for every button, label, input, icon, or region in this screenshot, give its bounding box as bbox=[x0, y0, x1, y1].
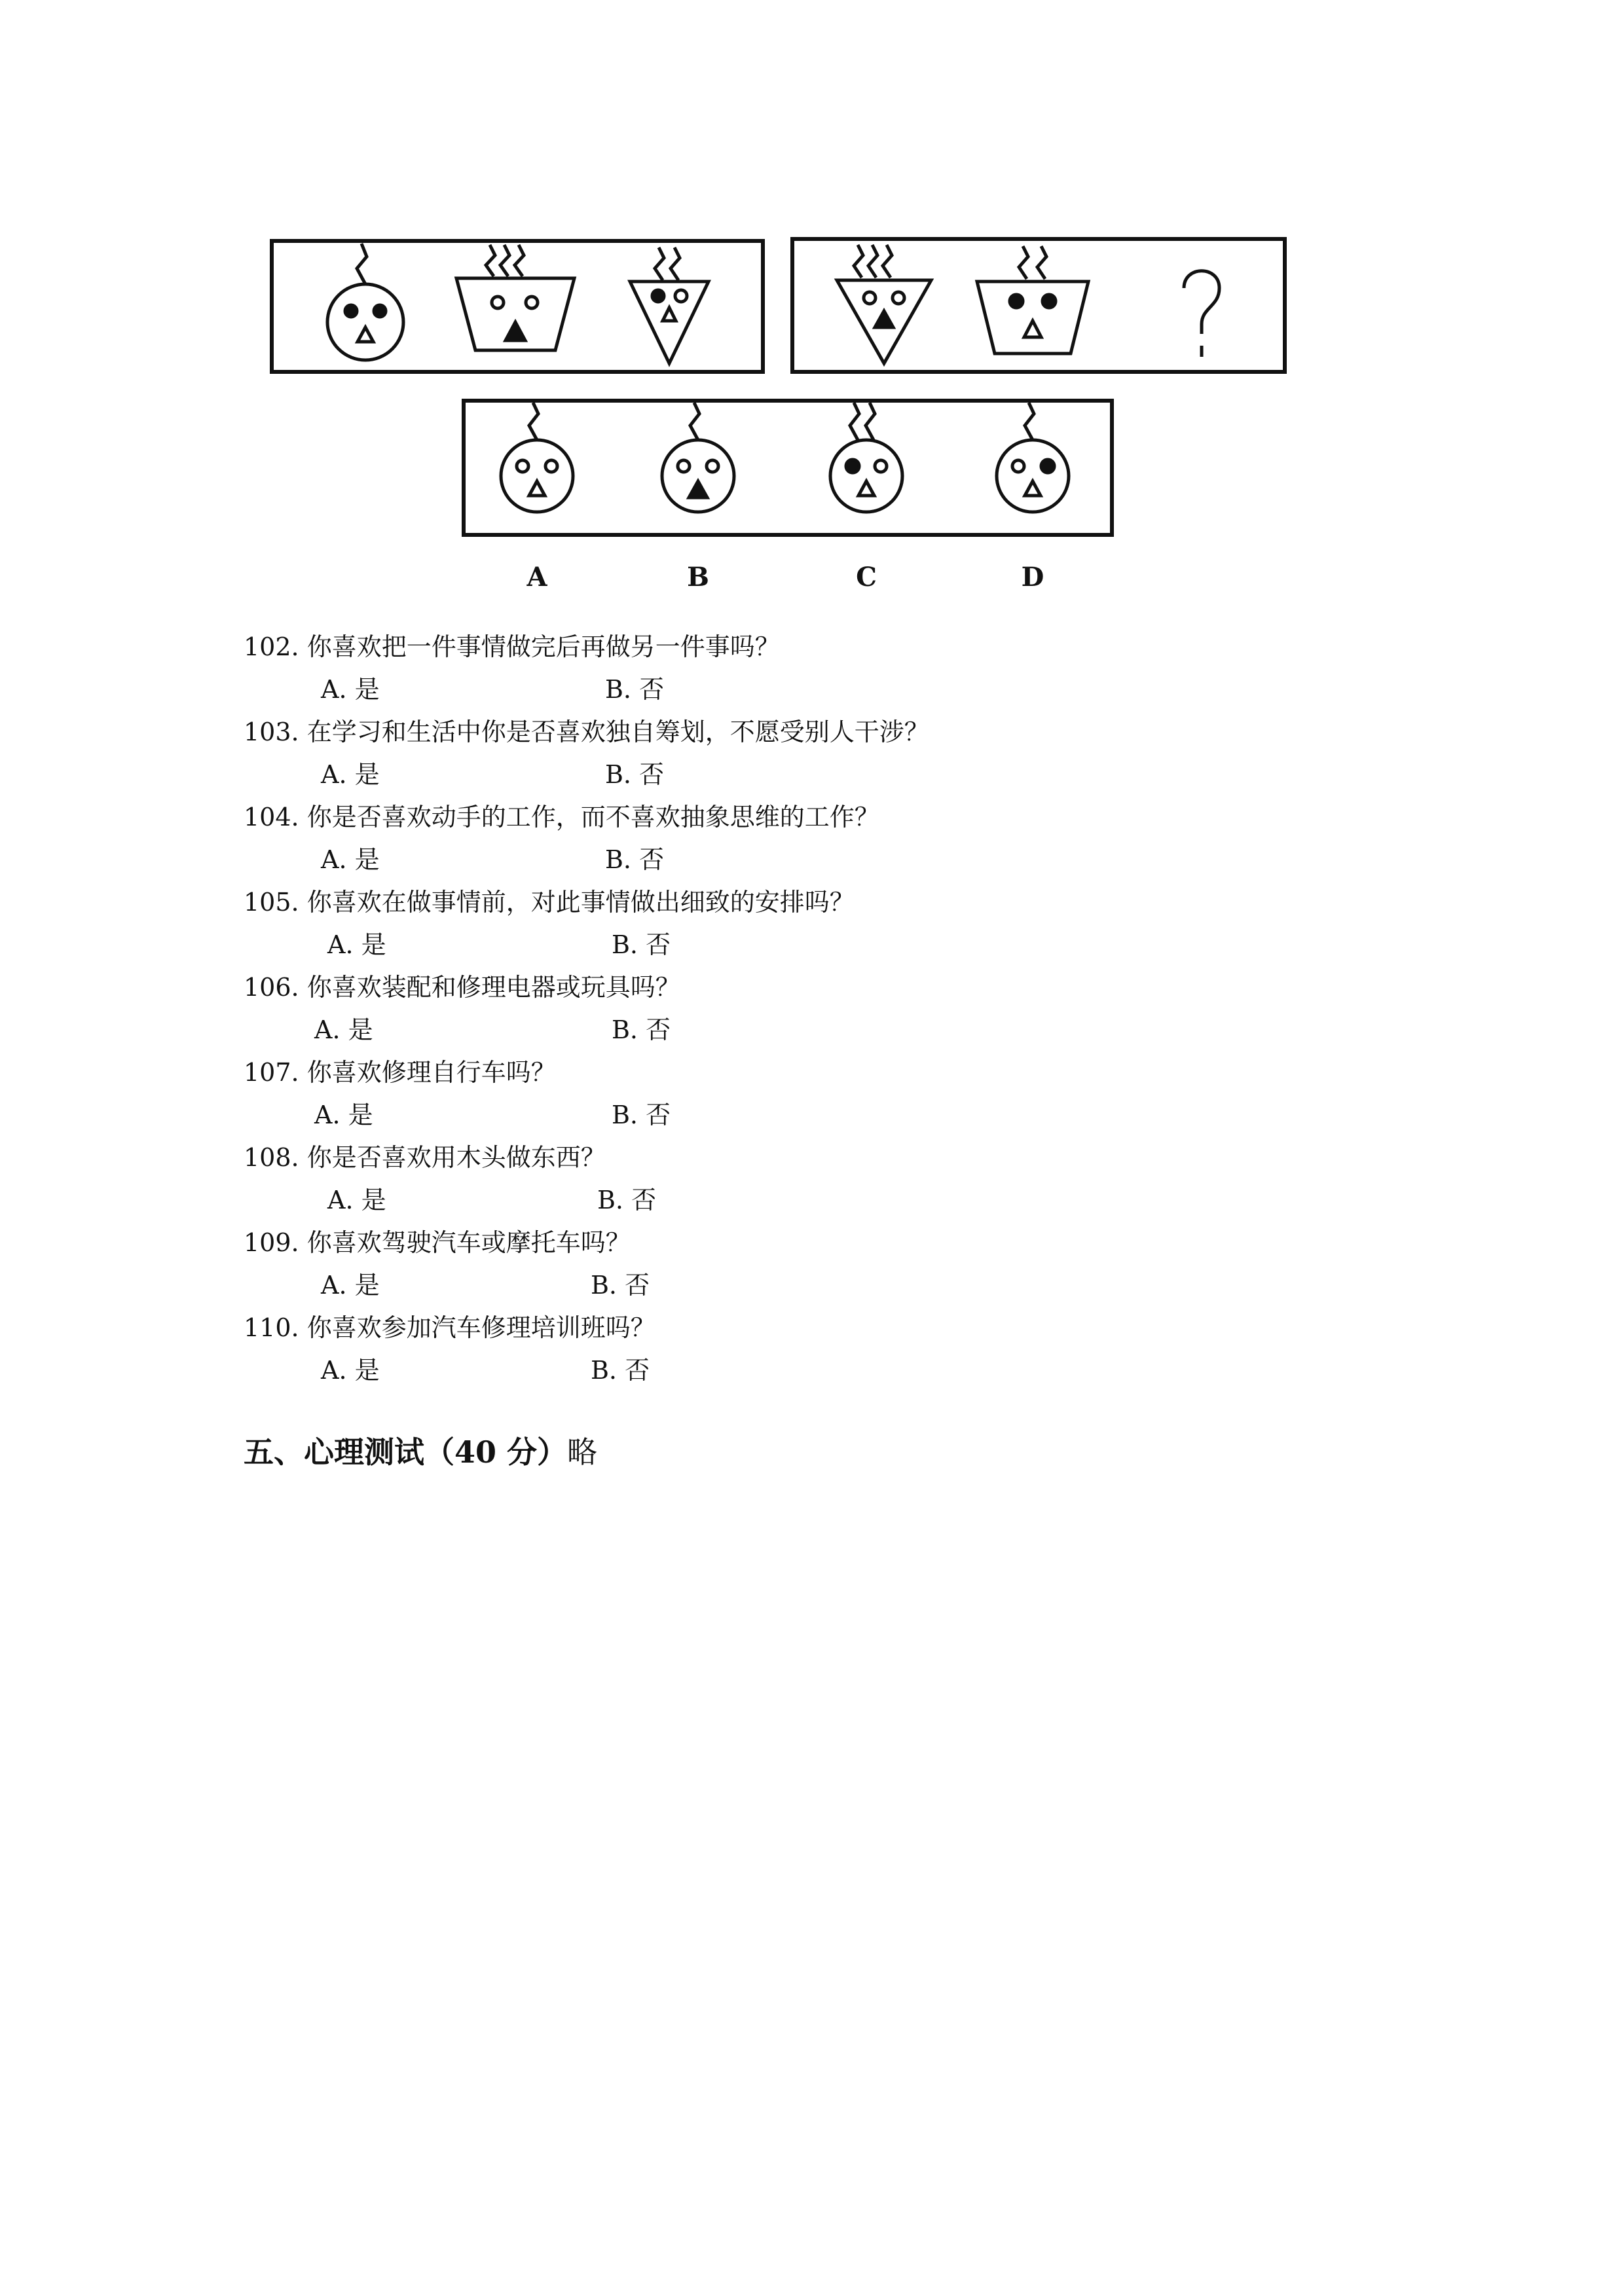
option-label-b: B bbox=[687, 562, 709, 592]
option-b: B. 否 bbox=[605, 675, 665, 704]
question-item bbox=[244, 1306, 1488, 1391]
question-item bbox=[244, 795, 1488, 881]
question-options bbox=[244, 1264, 1488, 1306]
option-label-c: C bbox=[856, 562, 877, 592]
option-a: A. 是 bbox=[327, 1186, 386, 1214]
puzzle-figure-svg bbox=[0, 0, 1624, 622]
option-b: B. 否 bbox=[605, 845, 665, 874]
question-options bbox=[244, 1094, 1488, 1136]
option-b: B. 否 bbox=[605, 760, 665, 789]
option-c-figure bbox=[830, 403, 902, 512]
option-b: B. 否 bbox=[612, 1015, 671, 1044]
question-options bbox=[244, 668, 1488, 710]
question-item bbox=[244, 1051, 1488, 1136]
question-options bbox=[244, 1009, 1488, 1051]
seq-figure-2 bbox=[456, 245, 574, 350]
question-item bbox=[244, 1221, 1488, 1306]
option-a: A. 是 bbox=[314, 1015, 373, 1044]
question-options bbox=[244, 924, 1488, 966]
section-heading bbox=[244, 1429, 597, 1472]
question-text: 108. 你是否喜欢用木头做东西？ bbox=[244, 1143, 606, 1172]
question-text: 110. 你喜欢参加汽车修理培训班吗？ bbox=[244, 1313, 655, 1342]
option-b: B. 否 bbox=[597, 1186, 657, 1214]
question-list bbox=[244, 625, 1488, 1391]
option-label-a: A bbox=[526, 562, 547, 592]
question-text: 109. 你喜欢驾驶汽车或摩托车吗？ bbox=[244, 1228, 631, 1257]
option-b: B. 否 bbox=[612, 1101, 671, 1129]
seq-figure-4 bbox=[837, 245, 931, 363]
seq-figure-5 bbox=[977, 246, 1088, 354]
question-options bbox=[244, 839, 1488, 881]
option-a-figure bbox=[501, 403, 573, 512]
question-item bbox=[244, 966, 1488, 1051]
option-a: A. 是 bbox=[321, 760, 380, 789]
option-a: A. 是 bbox=[321, 675, 380, 704]
option-b: B. 否 bbox=[591, 1271, 650, 1300]
question-options bbox=[244, 754, 1488, 795]
option-a: A. 是 bbox=[314, 1101, 373, 1129]
question-item bbox=[244, 1136, 1488, 1221]
seq-figure-1 bbox=[327, 244, 403, 360]
option-b-figure bbox=[662, 403, 734, 512]
section-title: 五、心理测试（40 分） bbox=[244, 1434, 568, 1470]
question-text: 102. 你喜欢把一件事情做完后再做另一件事吗？ bbox=[244, 632, 780, 661]
question-item bbox=[244, 710, 1488, 795]
options-frame bbox=[464, 401, 1112, 535]
option-a: A. 是 bbox=[321, 1271, 380, 1300]
option-a: A. 是 bbox=[327, 930, 386, 959]
option-b: B. 否 bbox=[591, 1356, 650, 1385]
question-item bbox=[244, 881, 1488, 966]
question-text: 104. 你是否喜欢动手的工作，而不喜欢抽象思维的工作？ bbox=[244, 803, 879, 831]
question-options bbox=[244, 1179, 1488, 1221]
question-text: 105. 你喜欢在做事情前，对此事情做出细致的安排吗？ bbox=[244, 888, 855, 917]
option-a: A. 是 bbox=[321, 1356, 380, 1385]
section-suffix: 略 bbox=[567, 1434, 598, 1470]
puzzle-figure bbox=[0, 0, 1624, 622]
option-a: A. 是 bbox=[321, 845, 380, 874]
question-mark bbox=[1184, 271, 1219, 357]
question-text: 107. 你喜欢修理自行车吗？ bbox=[244, 1058, 556, 1087]
question-item bbox=[244, 625, 1488, 710]
option-d-figure bbox=[997, 403, 1069, 512]
question-text: 106. 你喜欢装配和修理电器或玩具吗？ bbox=[244, 973, 680, 1002]
question-text: 103. 在学习和生活中你是否喜欢独自筹划，不愿受别人干涉？ bbox=[244, 718, 929, 746]
seq-figure-3 bbox=[630, 247, 709, 363]
question-options bbox=[244, 1349, 1488, 1391]
option-b: B. 否 bbox=[612, 930, 671, 959]
option-label-d: D bbox=[1021, 562, 1044, 592]
